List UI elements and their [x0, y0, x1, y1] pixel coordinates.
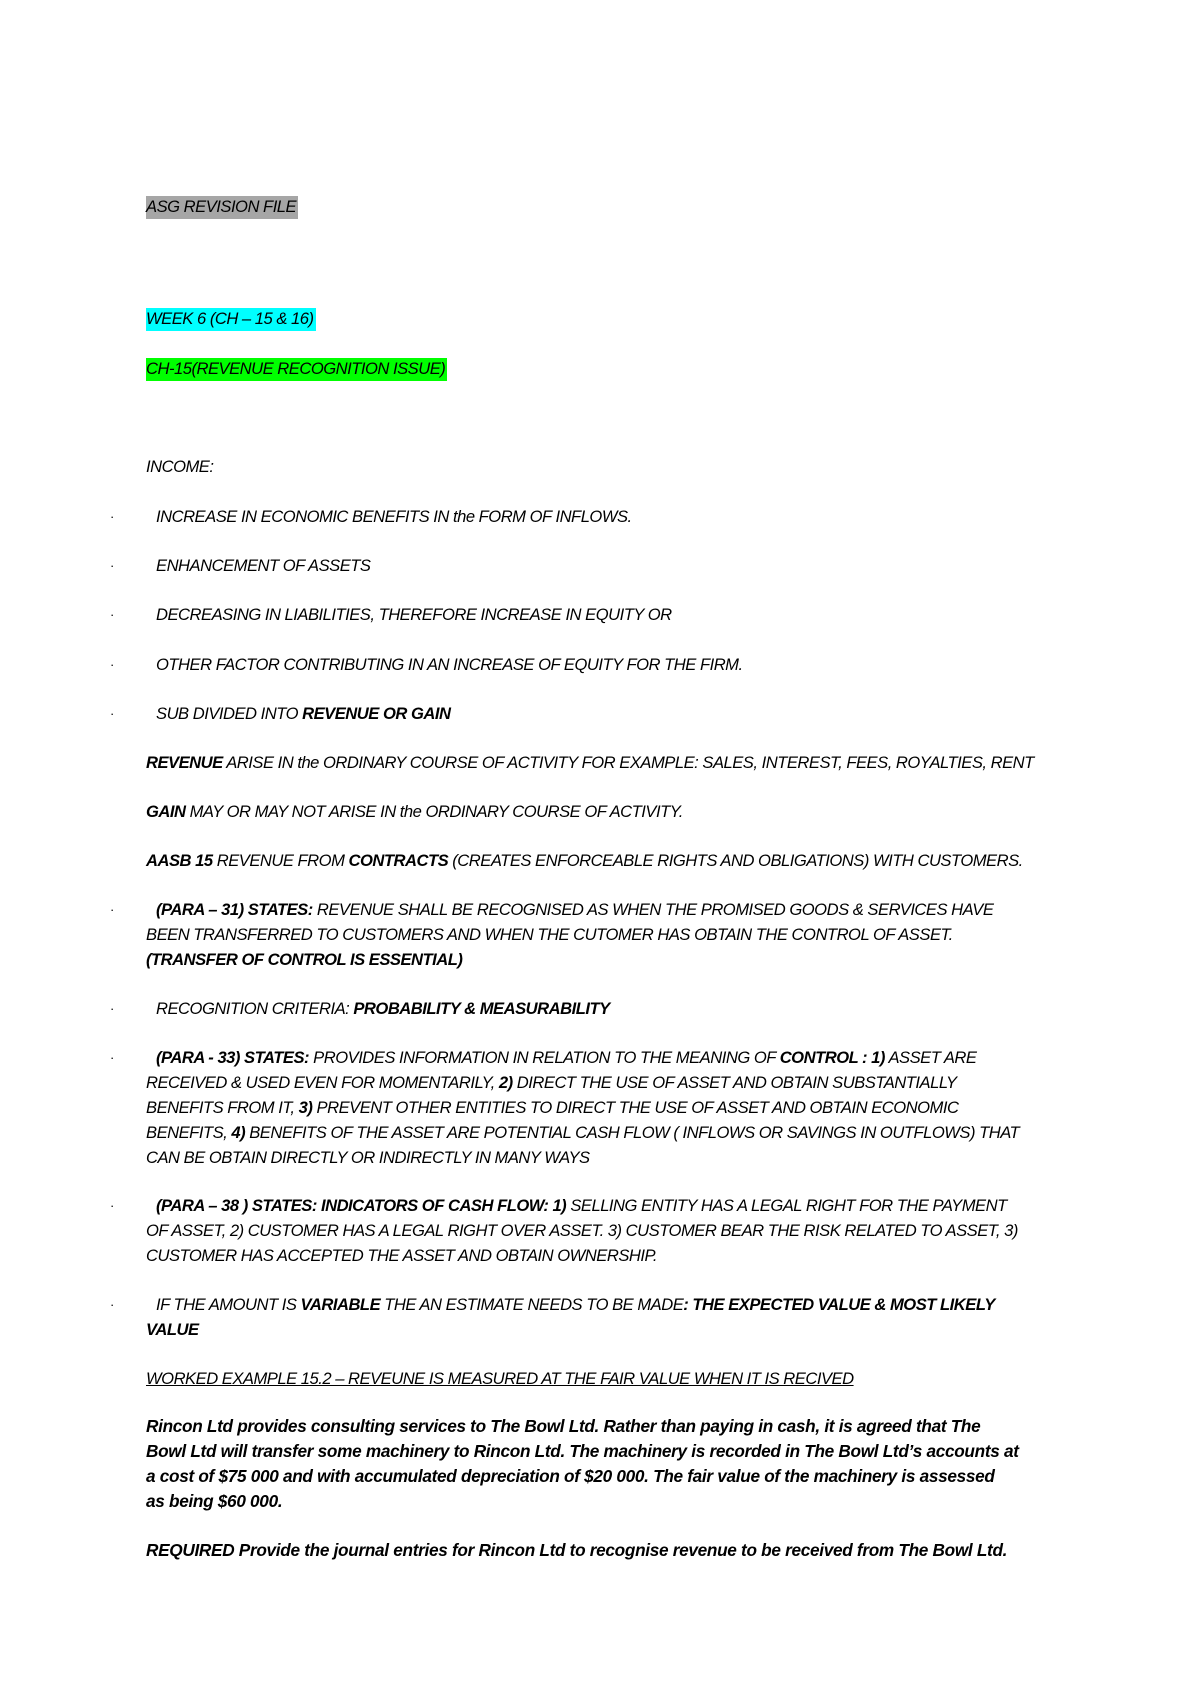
worked-example-heading: WORKED EXAMPLE 15.2 – REVEUNE IS MEASURED AT THE FAIR VALUE WHEN IT IS RECIVED: [146, 1369, 854, 1388]
income-bullet: INCREASE IN ECONOMIC BENEFITS IN the FORM OF INFLOWS.: [156, 507, 632, 526]
chapter-heading: CH-15(REVENUE RECOGNITION ISSUE): [146, 356, 1080, 381]
para-38-block: (PARA – 38 ) STATES: INDICATORS OF CASH FLOW: 1) SELLING ENTITY HAS A LEGAL RIGHT FOR THE PAYMENT OF ASSET, 2) CUSTOMER HAS A LEGAL RIGHT OVER ASSET. 3) CUSTOMER BEAR THE RISK RELATED TO ASSET, 3) CUSTOMER HAS ACCEPTED THE ASSET AND OBTAIN OWNERSHIP.: [146, 1196, 1018, 1265]
bullet-dot: ·: [110, 1198, 115, 1213]
example-paragraph: Rincon Ltd provides consulting services to The Bowl Ltd. Rather than paying in cash, it is agreed that The Bowl Ltd will transfer some machinery to Rincon Ltd. The machinery is recorded in The Bowl Ltd’s accounts at a cost of $75 000 and with accumulated depreciation of $20 000. The fair value of the machinery is assessed as being $60 000.: [146, 1416, 1019, 1511]
recognition-criteria: RECOGNITION CRITERIA: PROBABILITY & MEASURABILITY: [156, 999, 610, 1018]
variable-amount-block: IF THE AMOUNT IS VARIABLE THE AN ESTIMATE NEEDS TO BE MADE: THE EXPECTED VALUE & MOST LIKELY VALUE: [146, 1295, 995, 1339]
week-heading: WEEK 6 (CH – 15 & 16): [146, 306, 1080, 331]
income-bullet: ENHANCEMENT OF ASSETS: [156, 556, 371, 575]
gain-definition: GAIN MAY OR MAY NOT ARISE IN the ORDINARY COURSE OF ACTIVITY.: [146, 802, 683, 821]
bullet-dot: ·: [110, 558, 115, 573]
sub-divided-bullet: SUB DIVIDED INTO REVENUE OR GAIN: [156, 704, 451, 723]
para-33-block: (PARA - 33) STATES: PROVIDES INFORMATION IN RELATION TO THE MEANING OF CONTROL : 1) ASSET ARE RECEIVED & USED EVEN FOR MOMENTARILY, 2) DIRECT THE USE OF ASSET AND OBTAIN SUBSTANTIALLY BENEFITS FROM IT, 3) PREVENT OTHER ENTITIES TO DIRECT THE USE OF ASSET AND OBTAIN ECONOMIC BENEFITS, 4) BENEFITS OF THE ASSET ARE POTENTIAL CASH FLOW ( INFLOWS OR SAVINGS IN OUTFLOWS) THAT CAN BE OBTAIN DIRECTLY OR INDIRECTLY IN MANY WAYS: [146, 1048, 1020, 1167]
revenue-definition: REVENUE ARISE IN the ORDINARY COURSE OF ACTIVITY FOR EXAMPLE: SALES, INTEREST, FEES, ROYALTIES, RENT: [146, 753, 1034, 772]
bullet-dot: ·: [110, 1050, 115, 1065]
bullet-dot: ·: [110, 509, 115, 524]
bullet-dot: ·: [110, 607, 115, 622]
income-heading: INCOME:: [146, 457, 214, 476]
bullet-dot: ·: [110, 657, 115, 672]
bullet-dot: ·: [110, 1001, 115, 1016]
income-bullet: DECREASING IN LIABILITIES, THEREFORE INCREASE IN EQUITY OR: [156, 605, 672, 624]
bullet-dot: ·: [110, 1297, 115, 1312]
para-31-block: (PARA – 31) STATES: REVENUE SHALL BE RECOGNISED AS WHEN THE PROMISED GOODS & SERVICES HAVE BEEN TRANSFERRED TO CUSTOMERS AND WHEN THE CUTOMER HAS OBTAIN THE CONTROL OF ASSET. (TRANSFER OF CONTROL IS ESSENTIAL): [146, 900, 994, 969]
bullet-dot: ·: [110, 902, 115, 917]
required-line: REQUIRED Provide the journal entries for Rincon Ltd to recognise revenue to be received from The Bowl Ltd.: [146, 1540, 1008, 1560]
bullet-dot: ·: [110, 706, 115, 721]
income-bullet: OTHER FACTOR CONTRIBUTING IN AN INCREASE OF EQUITY FOR THE FIRM.: [156, 655, 743, 674]
document-title: ASG REVISION FILE: [146, 194, 1080, 219]
aasb-line: AASB 15 REVENUE FROM CONTRACTS (CREATES ENFORCEABLE RIGHTS AND OBLIGATIONS) WITH CUSTOMERS.: [146, 851, 1023, 870]
